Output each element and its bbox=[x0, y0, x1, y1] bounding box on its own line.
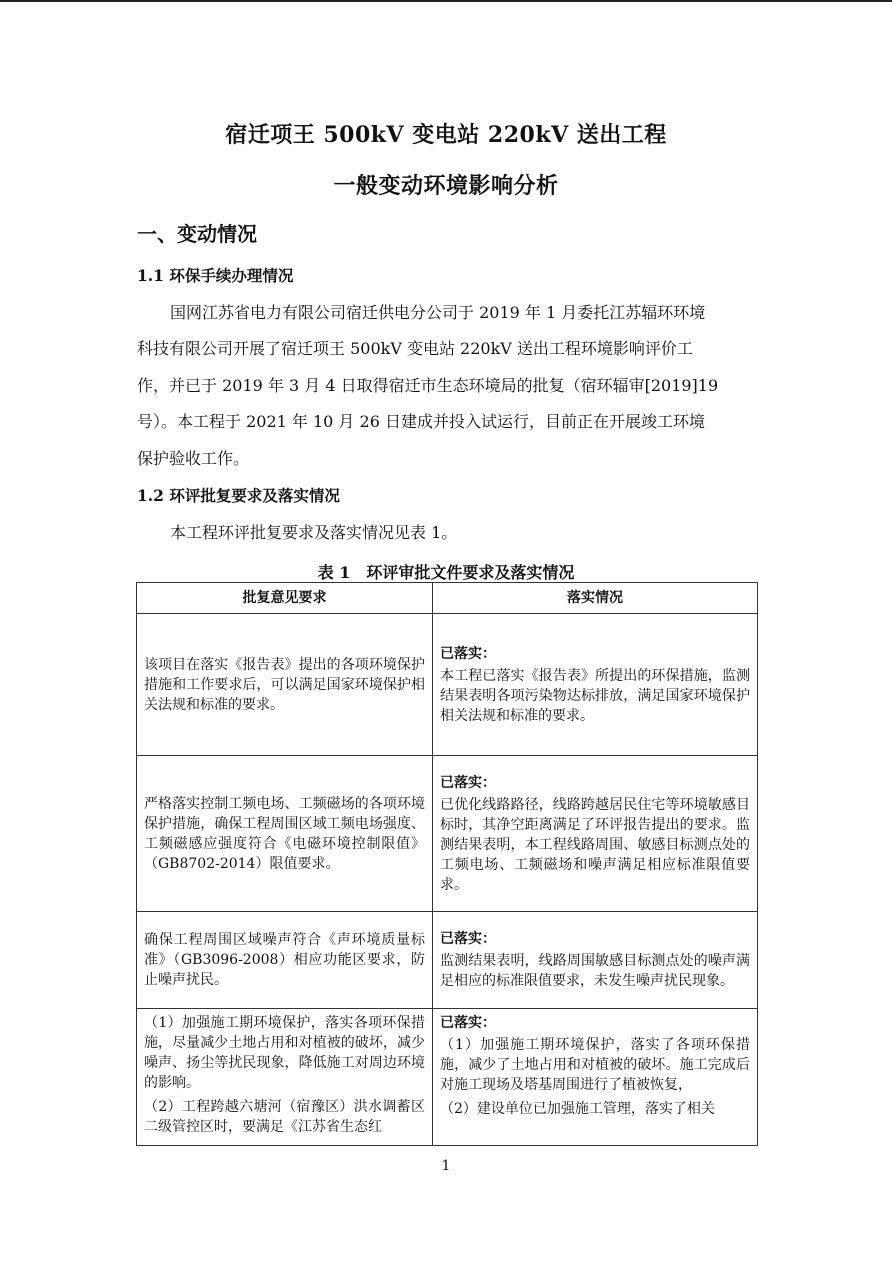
approval-table bbox=[136, 582, 758, 1146]
implementation-text: （1）加强施工期环境保护，落实了各项环保措施，减少了土地占用和对植被的破坏。施工完成后对施工现场及塔基周围进行了植被恢复， bbox=[440, 1037, 750, 1093]
table-header-row bbox=[137, 583, 758, 614]
requirement-cell bbox=[137, 912, 433, 1009]
document-title-line1: 宿迁项王 500kV 变电站 220kV 送出工程 bbox=[225, 122, 667, 148]
requirement-text: 严格落实控制工频电场、工频磁场的各项环境保护措施，确保工程周围区域工频电场强度、工频磁感应强度符合《电磁环境控制限值》（GB8702-2014）限值要求。 bbox=[144, 795, 425, 872]
requirement-text: （1）加强施工期环境保护，落实各项环保措施，尽量减少土地占用和对植被的破坏，减少噪声、扬尘等扰民现象，降低施工对周边环境的影响。 bbox=[144, 1015, 425, 1091]
table-row bbox=[137, 614, 758, 756]
table-intro-text: 本工程环评批复要求及落实情况见表 1。 bbox=[170, 523, 458, 542]
table-caption: 表 1 环评审批文件要求及落实情况 bbox=[317, 563, 575, 582]
requirement-text: 确保工程周围区域噪声符合《声环境质量标准》（GB3096-2008）相应功能区要求，防止噪声扰民。 bbox=[144, 932, 425, 988]
top-border-line bbox=[0, 0, 892, 2]
implementation-cell bbox=[433, 1009, 758, 1146]
requirement-cell bbox=[137, 1009, 433, 1146]
implementation-cell bbox=[433, 912, 758, 1009]
header-requirement: 批复意见要求 bbox=[137, 583, 433, 614]
requirement-text: （2）工程跨越六塘河（宿豫区）洪水调蓄区二级管控区时，要满足《江苏省生态红 bbox=[144, 1099, 425, 1135]
implementation-cell bbox=[433, 614, 758, 756]
implementation-text: 监测结果表明，线路周围敏感目标测点处的噪声满足相应的标准限值要求，未发生噪声扰民现象。 bbox=[440, 953, 750, 989]
subsection-heading-approval: 1.2 环评批复要求及落实情况 bbox=[137, 486, 340, 505]
paragraph-line: 作，并已于 2019 年 3 月 4 日取得宿迁市生态环境局的批复（宿环辐审[2019]19 bbox=[137, 376, 719, 395]
implementation-text: （2）建设单位已加强施工管理，落实了相关 bbox=[440, 1101, 715, 1117]
paragraph-line: 号）。本工程于 2021 年 10 月 26 日建成并投入试运行，目前正在开展竣工环境 bbox=[137, 412, 705, 431]
paragraph-line: 科技有限公司开展了宿迁项王 500kV 变电站 220kV 送出工程环境影响评价工 bbox=[137, 339, 693, 358]
done-label: 已落实： bbox=[440, 645, 496, 662]
paragraph-line: 国网江苏省电力有限公司宿迁供电分公司于 2019 年 1 月委托江苏辐环环境 bbox=[170, 303, 706, 322]
document-title-line2: 一般变动环境影响分析 bbox=[333, 173, 559, 199]
header-implementation: 落实情况 bbox=[433, 583, 758, 614]
requirement-cell bbox=[137, 614, 433, 756]
implementation-text: 本工程已落实《报告表》所提出的环保措施，监测结果表明各项污染物达标排放，满足国家环境保护相关法规和标准的要求。 bbox=[440, 667, 750, 724]
implementation-cell bbox=[433, 756, 758, 912]
table-row bbox=[137, 1009, 758, 1146]
done-label: 已落实： bbox=[440, 1015, 496, 1031]
page-number: 1 bbox=[441, 1158, 451, 1174]
table-row bbox=[137, 756, 758, 912]
table-row bbox=[137, 912, 758, 1009]
requirement-text: 该项目在落实《报告表》提出的各项环境保护措施和工作要求后，可以满足国家环境保护相关法规和标准的要求。 bbox=[144, 656, 425, 713]
section-heading-changes: 一、变动情况 bbox=[137, 222, 257, 246]
paragraph-line: 保护验收工作。 bbox=[137, 449, 250, 468]
implementation-text: 已优化线路路径，线路跨越居民住宅等环境敏感目标时，其净空距离满足了环评报告提出的要求。监测结果表明，本工程线路周围、敏感目标测点处的工频电场、工频磁场和噪声满足相应标准限值要求。 bbox=[440, 796, 750, 893]
subsection-heading-procedures: 1.1 环保手续办理情况 bbox=[137, 266, 294, 285]
requirement-cell bbox=[137, 756, 433, 912]
done-label: 已落实： bbox=[440, 774, 496, 791]
done-label: 已落实： bbox=[440, 931, 496, 947]
